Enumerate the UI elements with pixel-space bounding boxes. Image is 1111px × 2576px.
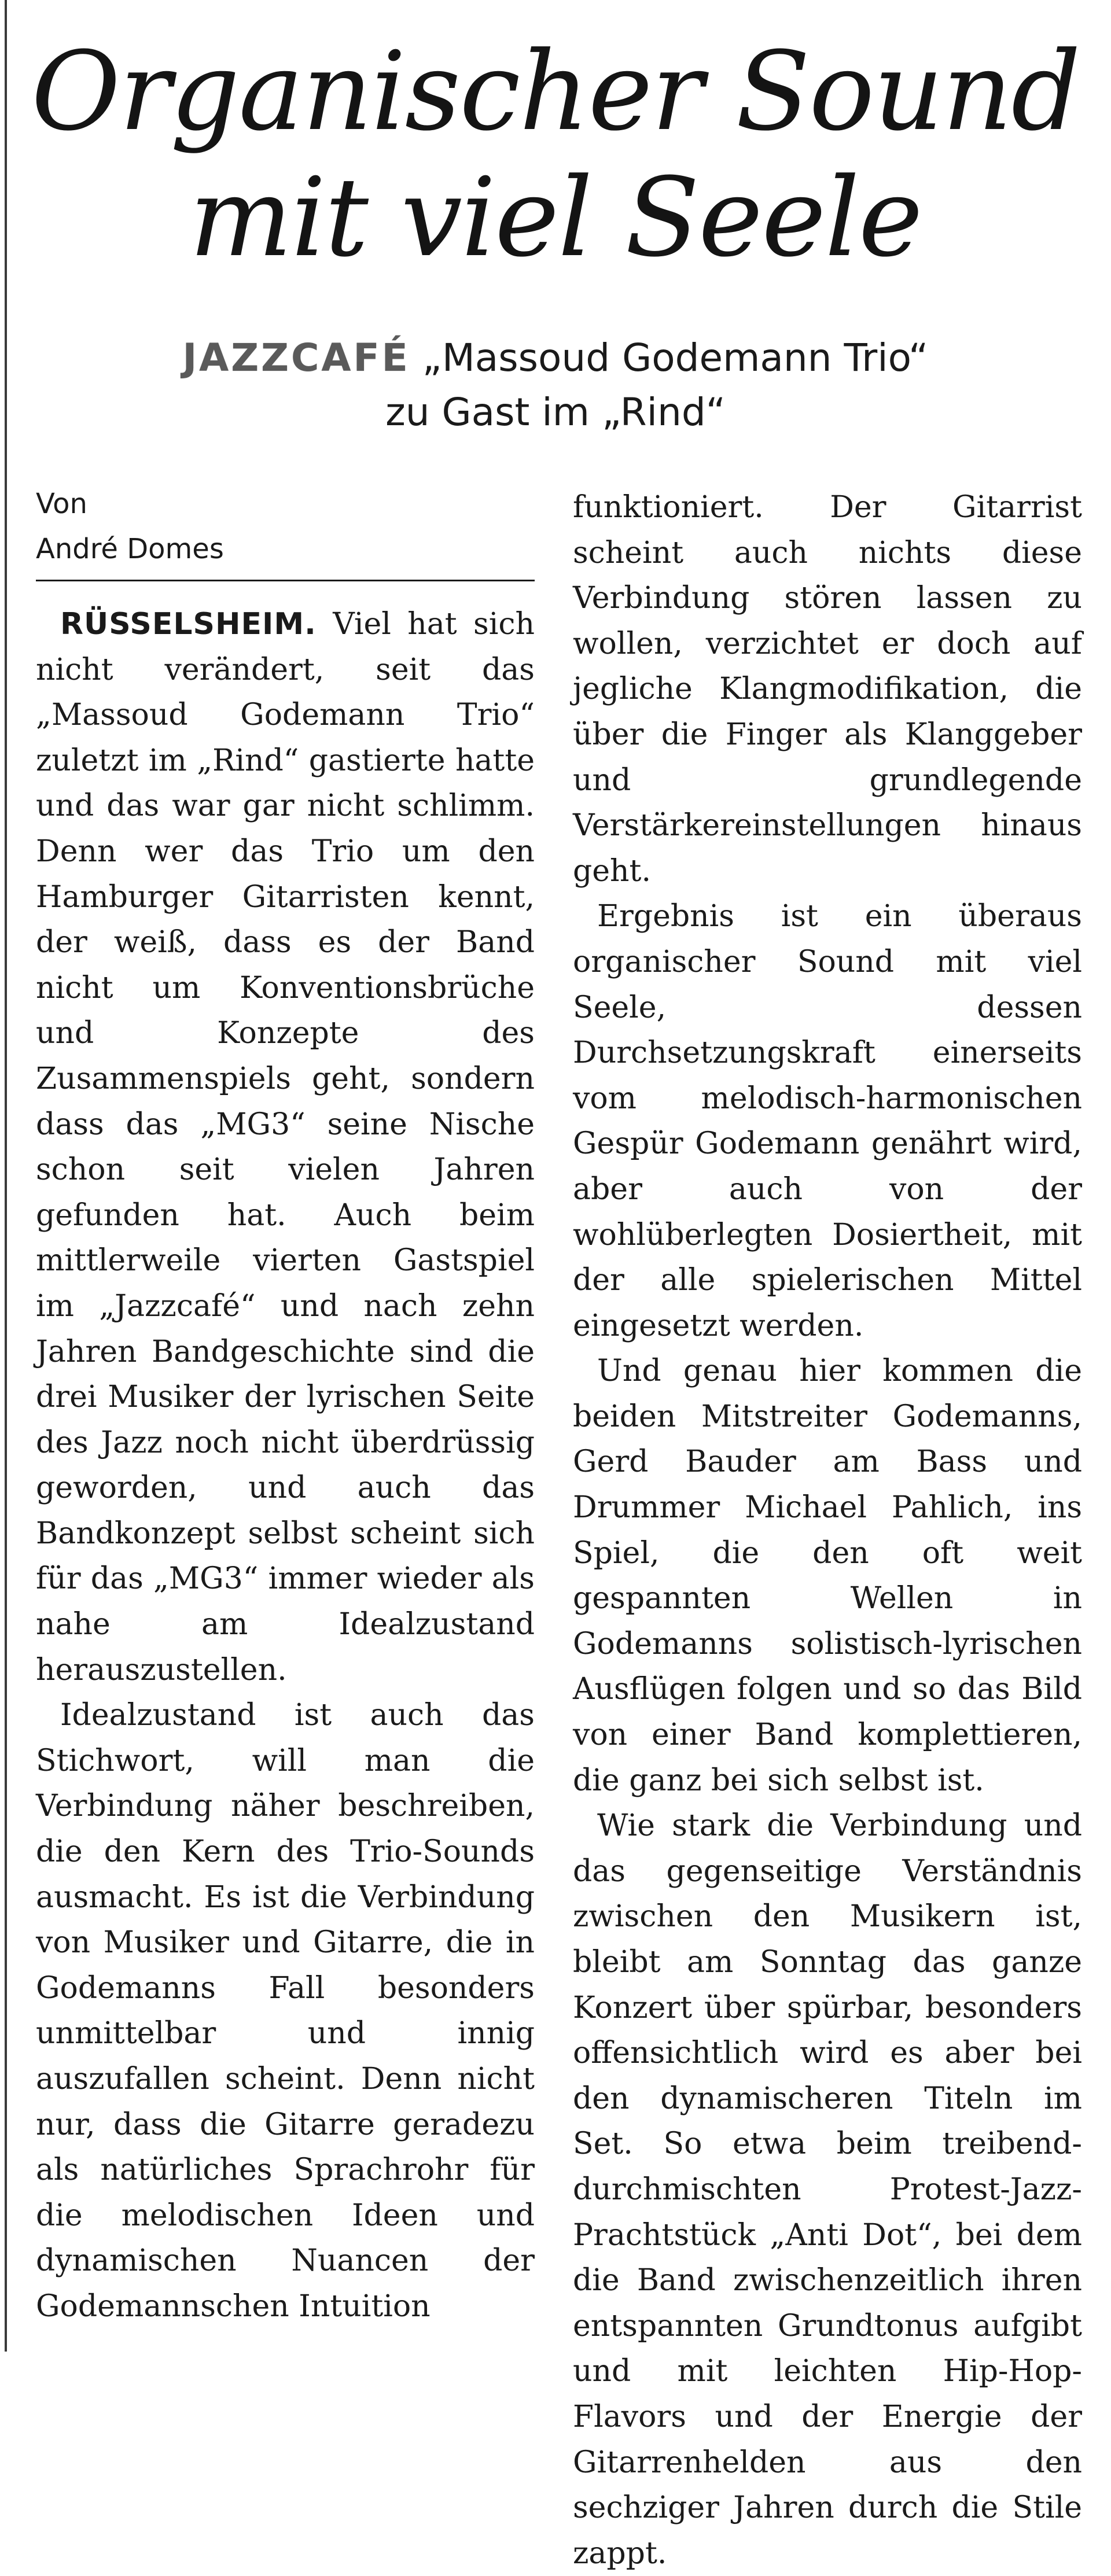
paragraph-1-text: Viel hat sich nicht verändert, seit das „Massoud Godemann Trio“ zuletzt im „Rind“ gastierte hatte und das war gar nicht schlimm. Denn wer das Trio um den Hamburger Gitarristen kennt, der weiß, dass es der Band nicht um Konventionsbrüche und Konzepte des Zusammenspiels geht, sondern dass das „MG3“ seine Nische schon seit vielen Jahren gefunden hat. Auch beim mittlerweile vierten Gastspiel im „Jazzcafé“ und nach zehn Jahren Bandgeschichte sind die drei Musiker der lyrischen Seite des Jazz noch nicht überdrüssig geworden, und auch das Bandkonzept selbst scheint sich für das „MG3“ immer wieder als nahe am Idealzustand herauszustellen. <box>36 607 535 1687</box>
article-column-2 <box>573 485 1082 2576</box>
subheadline <box>0 331 1111 440</box>
headline-line-1: Organischer Sound <box>31 28 1080 155</box>
article-paragraph-2: Idealzustand ist auch das Stichwort, will man die Verbindung näher beschreiben, die den Kern des Trio-Sounds ausmacht. Es ist die Verbindung von Musiker und Gitarre, die in Godemanns Fall besonders unmittelbar und innig auszufallen scheint. Denn nicht nur, dass die Gitarre geradezu als natürliches Sprachrohr für die melodischen Ideen und dynamischen Nuancen der Godemannschen Intuition <box>36 1698 535 2324</box>
headline-line-2: mit viel Seele <box>189 154 922 281</box>
article-paragraph-2-continued: funktioniert. Der Gitarrist scheint auch nichts diese Verbindung stören lassen zu wollen, verzichtet er doch auf jegliche Klangmodifikation, die über die Finger als Klanggeber und grundlegende Verstärkereinstellungen hinaus geht. <box>573 490 1082 889</box>
subhead-line-2: zu Gast im „Rind“ <box>385 390 726 434</box>
byline <box>36 481 534 572</box>
article-paragraph-4: Und genau hier kommen die beiden Mitstreiter Godemanns, Gerd Bauder am Bass und Drummer Michael Pahlich, ins Spiel, die den oft weit gespannten Wellen in Godemanns solistisch-lyrischen Ausflügen folgen und so das Bild von einer Band komplettieren, die ganz bei sich selbst ist. <box>573 1354 1082 1798</box>
byline-author: André Domes <box>36 533 224 565</box>
byline-prefix: Von <box>36 488 87 520</box>
subhead-line-1 <box>0 331 1111 385</box>
dateline: RÜSSELSHEIM. <box>60 607 317 642</box>
headline <box>0 29 1111 281</box>
article-column-1 <box>36 602 535 2330</box>
byline-divider <box>36 580 535 581</box>
article-paragraph-1 <box>36 602 535 1693</box>
subhead-title: „Massoud Godemann Trio“ <box>422 336 929 380</box>
article-paragraph-5: Wie stark die Verbindung und das gegenseitige Verständnis zwischen den Musikern ist, bleibt am Sonntag das ganze Konzert über spürbar, besonders offensichtlich wird es aber bei den dynamischeren Titeln im Set. So etwa beim treibend-durchmischten Protest-Jazz-Prachtstück „Anti Dot“, bei dem die Band zwischenzeitlich ihren entspannten Grundtonus aufgibt und mit leichten Hip-Hop-Flavors und der Energie der Gitarrenhelden aus den sechziger Jahren durch die Stile zappt. <box>573 1808 1082 2571</box>
section-kicker: JAZZCAFÉ <box>182 336 410 380</box>
article-paragraph-3: Ergebnis ist ein überaus organischer Sound mit viel Seele, dessen Durchsetzungskraft einerseits vom melodisch-harmonischen Gespür Godemann genährt wird, aber auch von der wohlüberlegten Dosiertheit, mit der alle spielerischen Mittel eingesetzt werden. <box>573 899 1082 1343</box>
